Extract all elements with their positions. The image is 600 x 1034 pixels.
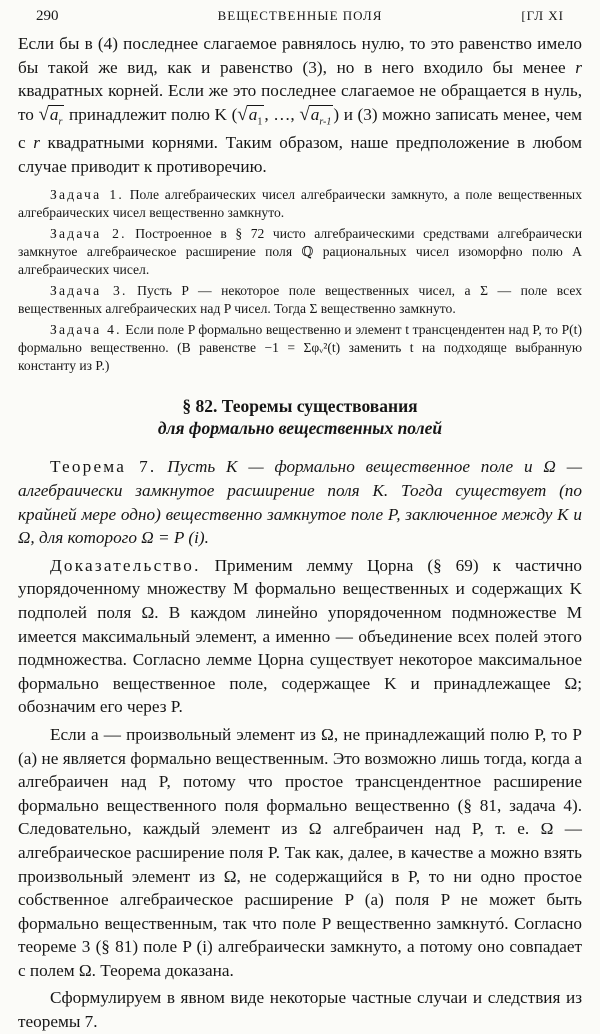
math-var: a xyxy=(248,104,258,124)
exercise-label: Задача 4. xyxy=(50,322,122,338)
exercise-1 xyxy=(18,186,582,222)
exercise-text: Построенное в § 72 чисто алгебраическими средствами алгебраически замкнутое алгебраическое расширение поля ℚ рациональных чисел изоморфно полю A алгебраических чисел. xyxy=(18,226,583,278)
sqrt-sign: √ xyxy=(237,103,248,125)
field-symbol: K xyxy=(214,104,227,124)
section-title: § 82. Теоремы существования xyxy=(182,396,418,417)
exercise-3 xyxy=(18,282,582,318)
paragraph-corollaries: Сформулируем в явном виде некоторые частные случаи и следствия из теоремы 7. xyxy=(18,988,582,1032)
running-title: ВЕЩЕСТВЕННЫЕ ПОЛЯ xyxy=(217,8,383,23)
text-run: квадратных корней. Если же это последнее слагаемое не обращается в нуль, то xyxy=(18,81,582,124)
exercise-label: Задача 1. xyxy=(50,187,124,203)
theorem-text: Пусть K — формально вещественное поле и Ω — алгебраически замкнутое расширение поля K. Тогда существует (по крайней мере одно) вещественно замкнутое поле P, заключенное между K и Ω, для которого Ω = P (i). xyxy=(18,457,582,548)
exercises-block xyxy=(18,186,582,375)
text-run: и (3) можно записать менее, чем с xyxy=(18,104,582,153)
math-var: a xyxy=(310,104,320,124)
page-header xyxy=(18,0,582,26)
proof-text: Применим лемму Цорна (§ 69) к частично упорядоченному множеству M формально вещественных и содержащих K подполей поля Ω. В каждом линейно упорядоченном подмножестве M имеется максимальный элемент, а именно — объединение всех полей этого подмножества. Согласно лемме Цорна существует некоторое максимальное формально вещественное поле, содержащее K и принадлежащее Ω; обозначим его через P. xyxy=(18,555,582,717)
text-run: квадратными корнями. Таким образом, наше предположение в любом случае приводит к противоречию. xyxy=(18,133,582,176)
section-heading xyxy=(18,395,582,439)
math-var: r xyxy=(575,57,582,77)
proof-paragraph xyxy=(18,554,582,719)
chapter-label: [ГЛ XI xyxy=(521,8,564,23)
subscript: r xyxy=(58,116,63,128)
text-run: принадлежит полю xyxy=(64,104,215,124)
radicand xyxy=(247,105,265,131)
exercise-2 xyxy=(18,225,582,279)
subscript: 1 xyxy=(257,116,263,128)
theorem-7 xyxy=(18,455,582,549)
theorem-label: Теорема 7. xyxy=(50,457,157,477)
paragraph-arbitrary-element: Если a — произвольный элемент из Ω, не принадлежащий полю P, то P (a) не является формально вещественным. Это возможно лишь тогда, когда a алгебраичен над P, потому что простое трансцендентное расширение формально вещественного поля формально вещественно (§ 81, задача 4). Следовательно, каждый элемент из Ω алгебраичен над P, т. е. Ω — алгебраическое расширение поля P. Так как, далее, в качестве a можно взять произвольный элемент из Ω, не содержащийся в P, то ни одно простое собственное алгебраическое расширение P (a) поля P не может быть формально вещественным, так что поле P вещественно замкнутó. Согласно теореме 3 (§ 81) поле P (i) алгебраически замкнуто, а потому оно совпадает с полем Ω. Теорема доказана. xyxy=(18,724,582,980)
exercise-label: Задача 2. xyxy=(50,226,127,242)
exercise-text: Поле алгебраических чисел алгебраически замкнуто, а поле вещественных алгебраических чисел вещественно замкнуто. xyxy=(18,187,582,221)
text-run: , …, xyxy=(264,104,300,124)
exercise-text: Если поле P формально вещественно и элемент t трансцендентен над P, то P(t) формально вещественно. (В равенстве −1 = Σφᵥ²(t) заменить t на подходяще выбранную константу из P.) xyxy=(18,322,582,374)
math-var: r xyxy=(33,133,40,153)
exercise-4 xyxy=(18,321,582,375)
subscript: r-1 xyxy=(319,116,332,128)
math-var: a xyxy=(49,104,59,124)
exercise-label: Задача 3. xyxy=(50,283,128,299)
paragraph-contradiction: Если бы в (4) последнее слагаемое равнялось нулю, то это равенство имело бы такой же вид, как и равенство (3), но в него входило бы менее r квадратных корней. Если же это последнее слагаемое не обращается в нуль, то $√a_r$ принадлежит полю K ($√a_1$ , …, $√a_{r-1}$ ) и (3) можно записать менее, чем с r квадратными корнями. Таким образом, наше предположение в любом случае приводит к противоречию. xyxy=(18,34,582,176)
page-number: 290 xyxy=(36,8,59,24)
sqrt-sign: √ xyxy=(299,103,310,125)
radicand xyxy=(309,105,334,131)
sqrt-sign: √ xyxy=(38,103,49,125)
radicand xyxy=(48,105,65,131)
proof-label: Доказательство. xyxy=(50,555,201,575)
section-subtitle: для формально вещественных полей xyxy=(157,418,443,439)
exercise-text: Пусть P — некоторое поле вещественных чисел, а Σ — поле всех вещественных алгебраических над P чисел. Тогда Σ вещественно замкнуто. xyxy=(18,283,583,317)
text-run: Если бы в (4) последнее слагаемое равнялось нулю, то это равенство имело бы такой же вид, как и равенство (3), но в него входило бы менее xyxy=(18,34,582,77)
